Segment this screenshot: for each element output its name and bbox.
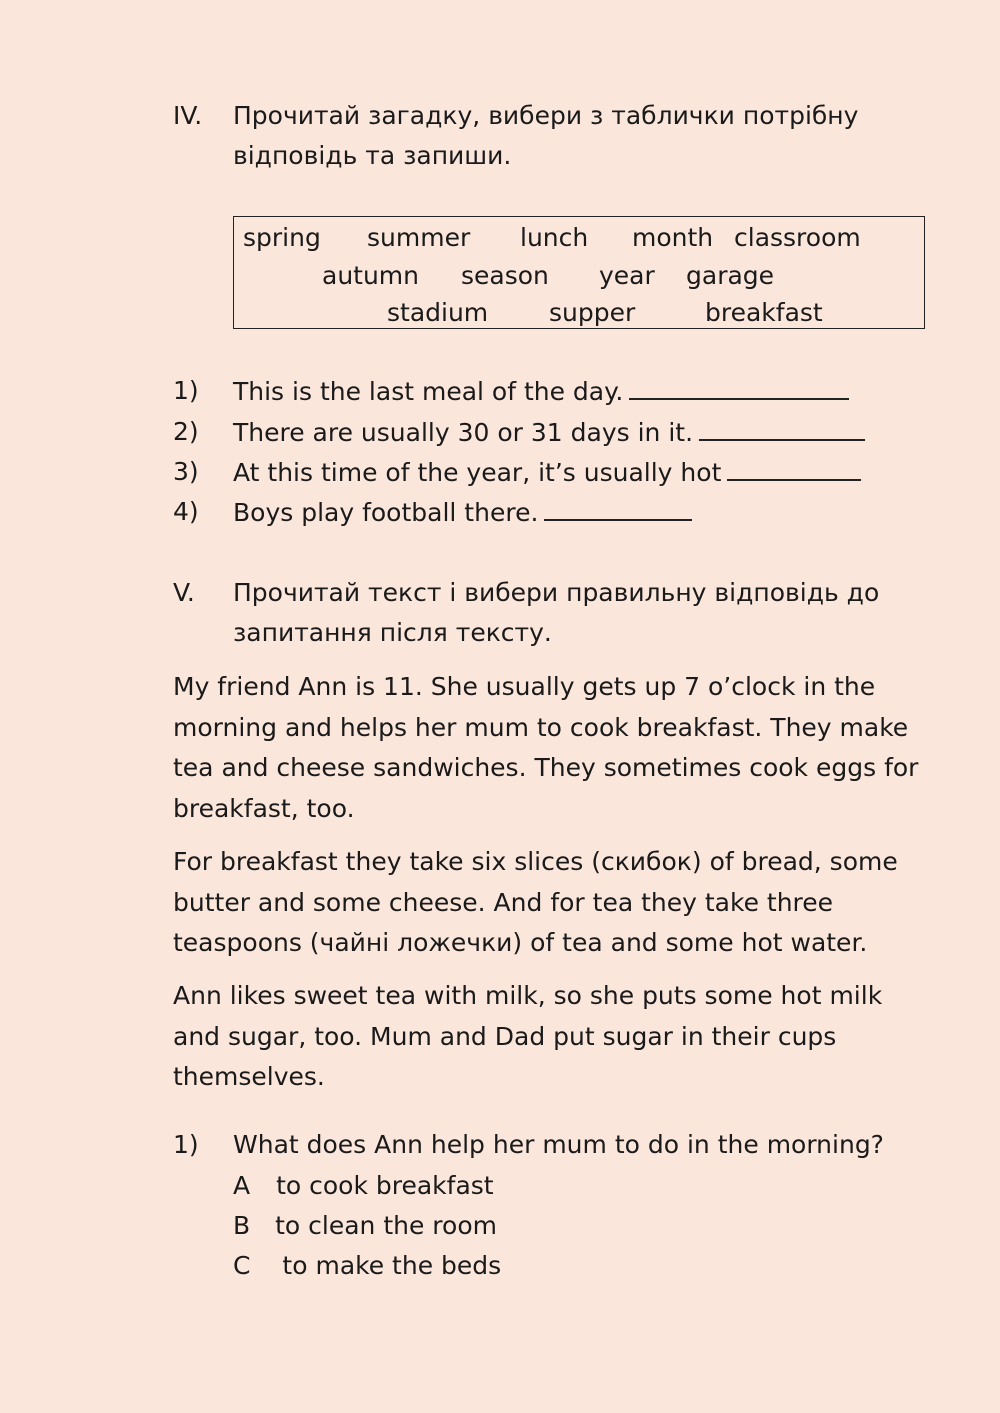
riddle-number: 2) [173, 417, 199, 446]
riddle-text: At this time of the year, it’s usually hot [233, 458, 722, 487]
answer-blank[interactable] [629, 376, 849, 400]
option-a[interactable] [233, 1171, 494, 1201]
word-stadium: stadium [387, 298, 489, 327]
word-classroom: classroom [734, 223, 861, 252]
option-letter: B [233, 1211, 251, 1240]
reading-paragraph-2: For breakfast they take six slices (скибок) of bread, some butter and some cheese. And for tea they take three teaspoons (чайні ложечки) of tea and some hot water. [173, 847, 898, 957]
section-iv-number: IV. [173, 101, 203, 130]
riddle-text: This is the last meal of the day. [233, 377, 624, 406]
word-autumn: autumn [322, 261, 420, 290]
word-spring: spring [243, 223, 321, 252]
riddle-item [233, 417, 865, 448]
option-c[interactable] [233, 1251, 501, 1281]
answer-blank[interactable] [699, 417, 865, 441]
section-iv-instruction-line2: відповідь та запиши. [233, 141, 512, 170]
riddle-item [233, 497, 692, 528]
word-breakfast: breakfast [705, 298, 823, 327]
riddle-text: Boys play football there. [233, 498, 539, 527]
option-letter: A [233, 1171, 251, 1200]
question-number: 1) [173, 1130, 199, 1159]
word-season: season [461, 261, 549, 290]
riddle-text: There are usually 30 or 31 days in it. [233, 418, 694, 447]
word-supper: supper [549, 298, 636, 327]
option-letter: C [233, 1251, 251, 1280]
section-v-instruction-line1: Прочитай текст і вибери правильну відповідь до [233, 578, 880, 607]
option-b[interactable] [233, 1211, 497, 1241]
answer-blank[interactable] [544, 497, 692, 521]
word-year: year [599, 261, 655, 290]
section-v-instruction-line2: запитання після тексту. [233, 618, 552, 647]
riddle-number: 4) [173, 497, 199, 526]
option-text: to cook breakfast [276, 1171, 494, 1200]
riddle-item [233, 376, 849, 407]
word-lunch: lunch [520, 223, 589, 252]
answer-blank[interactable] [727, 457, 861, 481]
word-garage: garage [686, 261, 775, 290]
word-bank-box [233, 216, 925, 329]
word-month: month [632, 223, 714, 252]
question-text: What does Ann help her mum to do in the morning? [233, 1130, 884, 1159]
option-text: to make the beds [282, 1251, 502, 1280]
reading-paragraph-1: My friend Ann is 11. She usually gets up 7 o’clock in the morning and helps her mum to cook breakfast. They make tea and cheese sandwiches. They sometimes cook eggs for breakfast, too. [173, 672, 919, 823]
riddle-number: 3) [173, 457, 199, 486]
option-text: to clean the room [275, 1211, 497, 1240]
riddle-item [233, 457, 861, 488]
section-v-number: V. [173, 578, 195, 607]
reading-paragraph-3: Ann likes sweet tea with milk, so she puts some hot milk and sugar, too. Mum and Dad put sugar in their cups themselves. [173, 981, 883, 1091]
section-iv-instruction-line1: Прочитай загадку, вибери з таблички потрібну [233, 101, 859, 130]
word-summer: summer [367, 223, 471, 252]
riddle-number: 1) [173, 376, 199, 405]
